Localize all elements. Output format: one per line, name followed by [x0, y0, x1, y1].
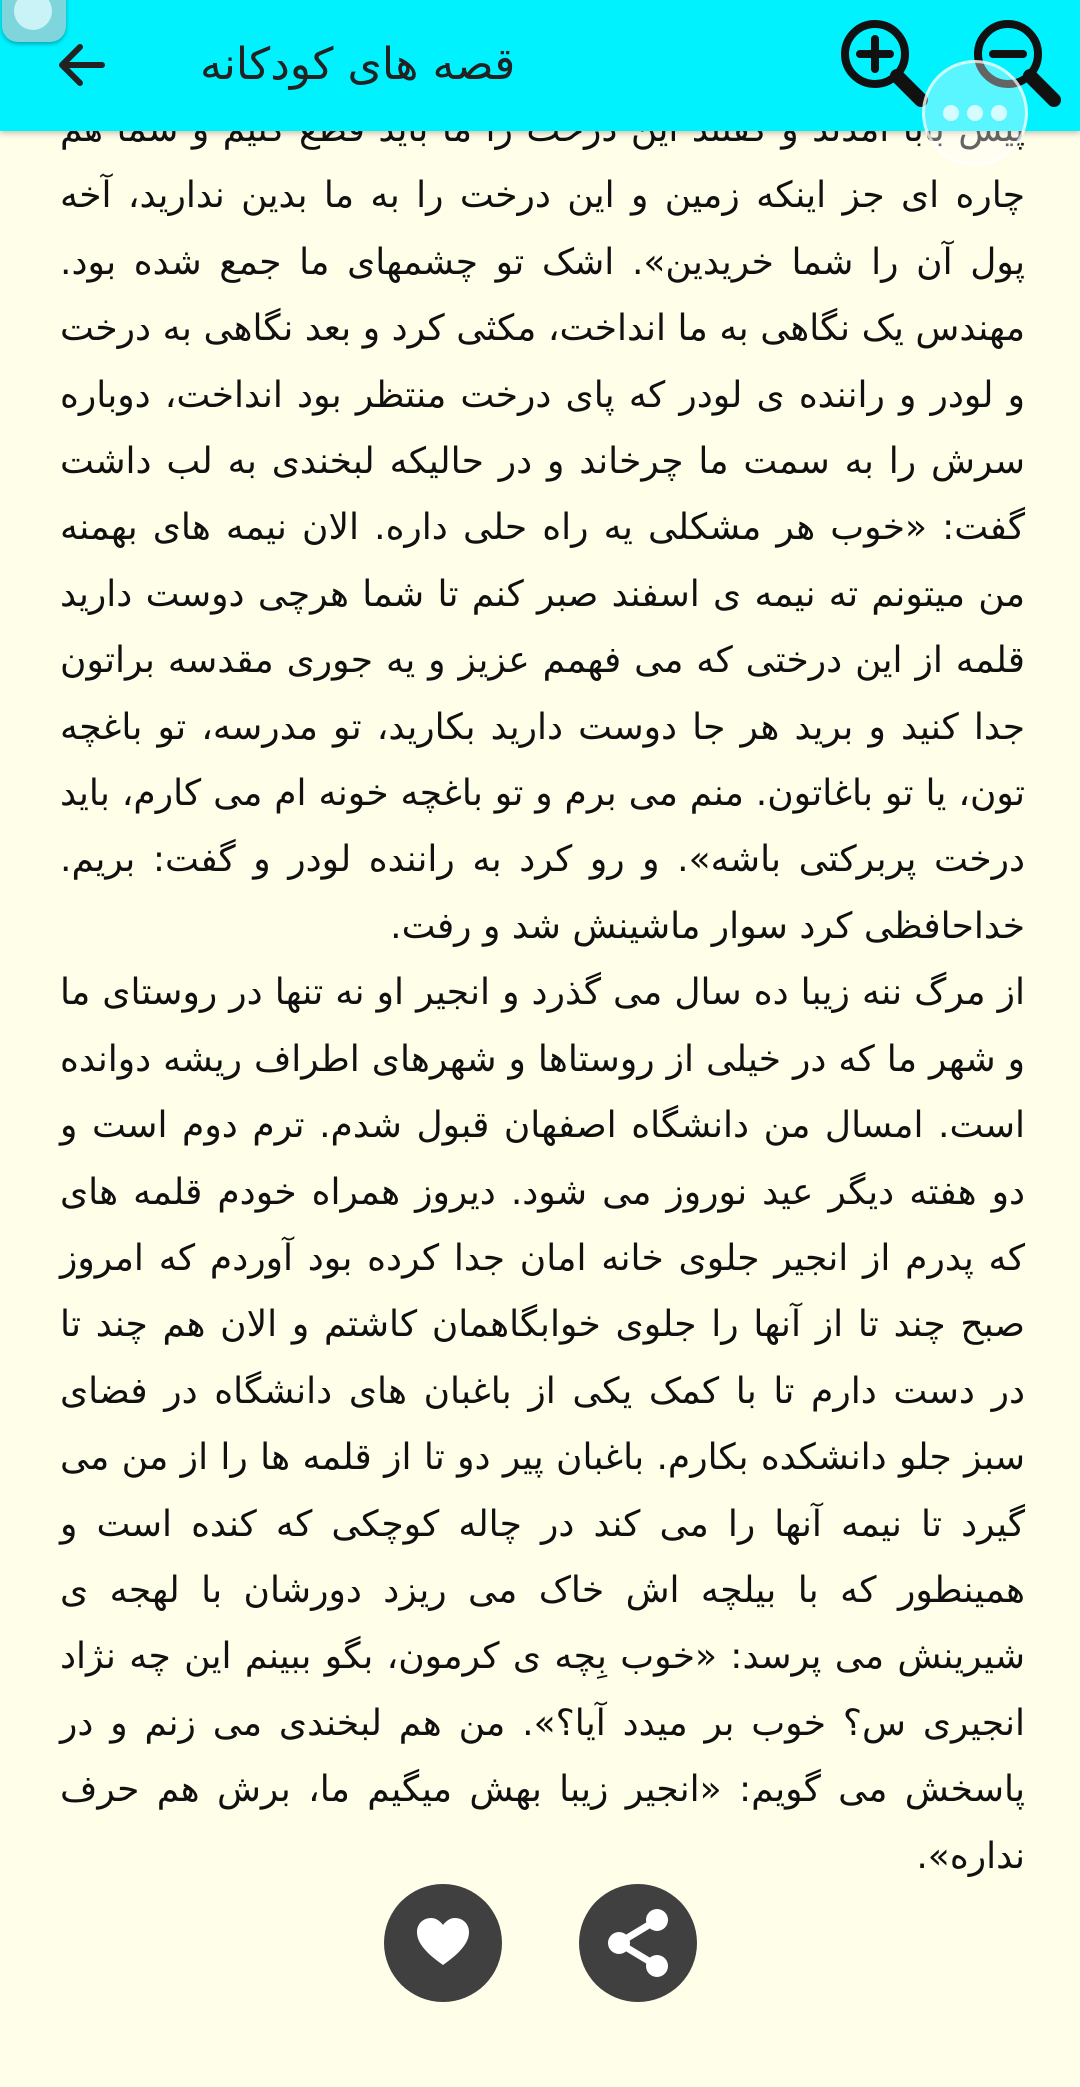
arrow-left-icon — [54, 38, 108, 92]
share-icon — [601, 1906, 675, 1980]
heart-icon — [413, 1913, 473, 1973]
story-content[interactable] — [60, 131, 1025, 1877]
back-button[interactable] — [38, 22, 124, 108]
action-bar — [0, 1884, 1080, 2004]
zoom-in-icon — [835, 14, 931, 110]
share-button[interactable] — [579, 1884, 697, 2002]
floating-menu-button[interactable] — [922, 60, 1028, 166]
story-paragraph: چاره ای جز اینکه زمین و این درخت را به ما بدین ندارید، آخه پول آن را شما خریدین». اشک تو چشمهای ما جمع شده بود. مهندس یک نگاهی به ما انداخت، مکثی کرد و بعد نگاهی به درخت و لودر و راننده ی لودر که پای درخت منتظر بود انداخت، دوباره سرش را به سمت ما چرخاند و در حالیکه لبخندی به لب داشت گفت: «خوب هر مشکلی یه راه حلی داره. الان نیمه های بهمنه من میتونم ته نیمه ی اسفند صبر کنم تا شما هرچی دوست دارید قلمه از این درختی که می فهمم عزیز و یه جوری مقدسه براتون جدا کنید و برید هر جا دوست دارید بکارید، تو مدرسه، تو باغچه تون، یا تو باغاتون. منم می برم و تو باغچه خونه ام می کارم، باید درخت پربرکتی باشه». و رو کرد به راننده لودر و گفت: بریم. خداحافظی کرد سوار ماشینش شد و رفت. — [60, 175, 1025, 947]
like-button[interactable] — [384, 1884, 502, 2002]
app-bar — [0, 0, 1080, 131]
page-title: قصه های کودکانه — [200, 39, 516, 90]
dot-icon — [991, 105, 1007, 121]
dot-icon — [967, 105, 983, 121]
story-text — [60, 97, 1025, 1890]
dot-icon — [943, 105, 959, 121]
zoom-in-button[interactable] — [835, 14, 931, 110]
story-paragraph: از مرگ ننه زیبا ده سال می گذرد و انجیر او نه تنها در روستای ما و شهر ما که در خیلی از روستاها و شهرهای اطراف ریشه دوانده است. امسال من دانشگاه اصفهان قبول شدم. ترم دوم است و دو هفته دیگر عید نوروز می شود. دیروز همراه خودم قلمه های که پدرم از انجیر جلوی خانه امان جدا کرده بود آوردم که امروز صبح چند تا از آنها را جلوی خوابگاهمان کاشتم و الان هم چند تا در دست دارم تا با کمک یکی از باغبان های دانشگاه در فضای سبز جلو دانشکده بکارم. باغبان پیر دو تا از قلمه ها را از من می گیرد تا نیمه آنها را می کند در چاله کوچکی که کنده است و همینطور که با بیلچه اش خاک می ریزد دورشان با لهجه ی شیرینش می پرسد: «خوب بِچه ی کرمون، بگو ببینم این چه نژاد انجیری س؟ خوب بر میدد آیا؟». من هم لبخندی می زنم و در پاسخش می گویم: «انجیر زیبا بهش میگیم ما، برش هم حرف نداره». — [60, 972, 1025, 1877]
